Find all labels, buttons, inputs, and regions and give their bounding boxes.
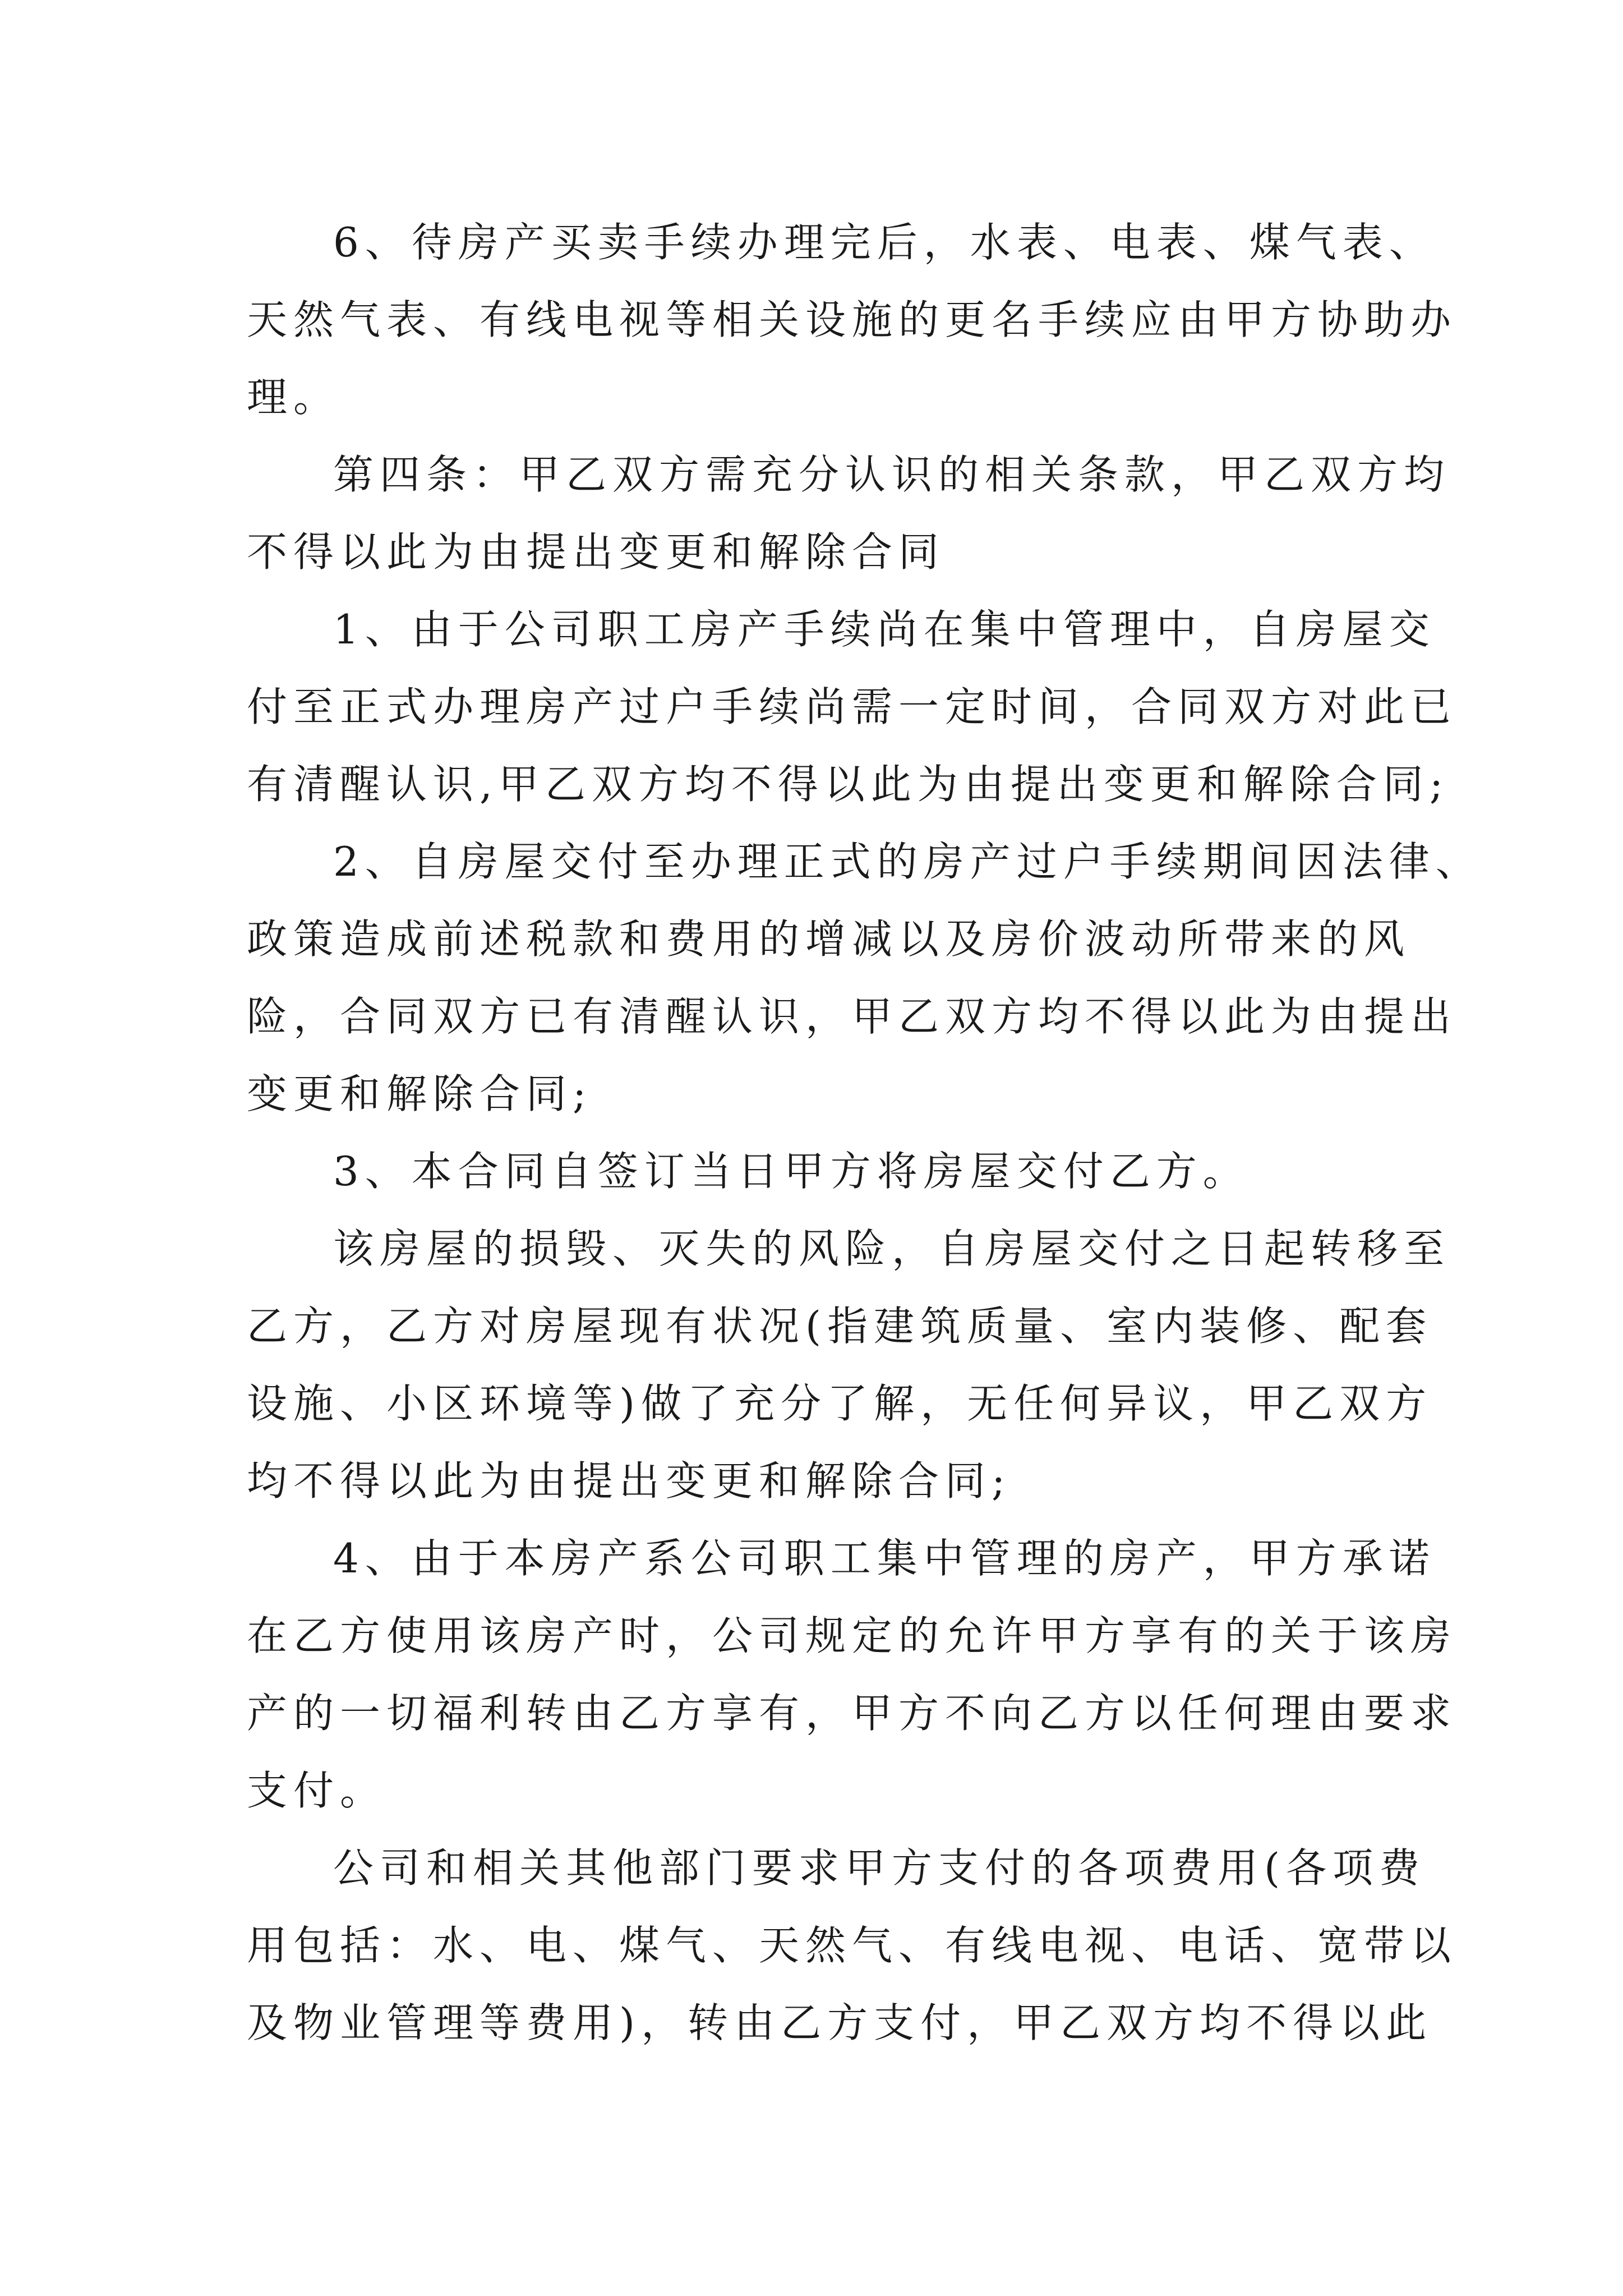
document-body (247, 204, 1482, 2062)
text-line: 变更和解除合同; (247, 1070, 593, 1117)
text-line: 用包括：水、电、煤气、天然气、有线电视、电话、宽带以 (247, 1922, 1458, 1969)
text-line: 4、由于本房产系公司职工集中管理的房产，甲方承诺 (333, 1535, 1436, 1582)
text-line: 2、自房屋交付至办理正式的房产过户手续期间因法律、 (333, 838, 1482, 885)
text-line: 支付。 (247, 1767, 387, 1814)
text-line: 第四条：甲乙双方需充分认识的相关条款，甲乙双方均 (333, 451, 1451, 498)
text-line: 该房屋的损毁、灭失的风险，自房屋交付之日起转移至 (333, 1225, 1451, 1272)
text-line: 设施、小区环境等)做了充分了解，无任何异议，甲乙双方 (247, 1380, 1433, 1427)
text-line: 天然气表、有线电视等相关设施的更名手续应由甲方协助办 (247, 296, 1458, 343)
text-line: 产的一切福利转由乙方享有，甲方不向乙方以任何理由要求 (247, 1690, 1458, 1737)
text-line: 理。 (247, 374, 340, 421)
text-line: 3、本合同自签订当日甲方将房屋交付乙方。 (333, 1148, 1249, 1195)
text-line: 有清醒认识,甲乙双方均不得以此为由提出变更和解除合同; (247, 761, 1450, 808)
text-line: 均不得以此为由提出变更和解除合同; (247, 1457, 1012, 1504)
text-line: 在乙方使用该房产时，公司规定的允许甲方享有的关于该房 (247, 1612, 1458, 1659)
text-line: 付至正式办理房产过户手续尚需一定时间，合同双方对此已 (247, 683, 1458, 730)
text-line: 不得以此为由提出变更和解除合同 (247, 528, 946, 576)
text-line: 公司和相关其他部门要求甲方支付的各项费用(各项费 (333, 1844, 1426, 1892)
text-line: 及物业管理等费用)，转由乙方支付，甲乙双方均不得以此 (247, 1999, 1433, 2046)
text-line: 6、待房产买卖手续办理完后，水表、电表、煤气表、 (333, 219, 1436, 266)
text-line: 险，合同双方已有清醒认识，甲乙双方均不得以此为由提出 (247, 993, 1458, 1040)
text-line: 政策造成前述税款和费用的增减以及房价波动所带来的风 (247, 915, 1411, 963)
text-line: 乙方，乙方对房屋现有状况(指建筑质量、室内装修、配套 (247, 1303, 1433, 1350)
text-line: 1、由于公司职工房产手续尚在集中管理中，自房屋交 (333, 606, 1436, 653)
